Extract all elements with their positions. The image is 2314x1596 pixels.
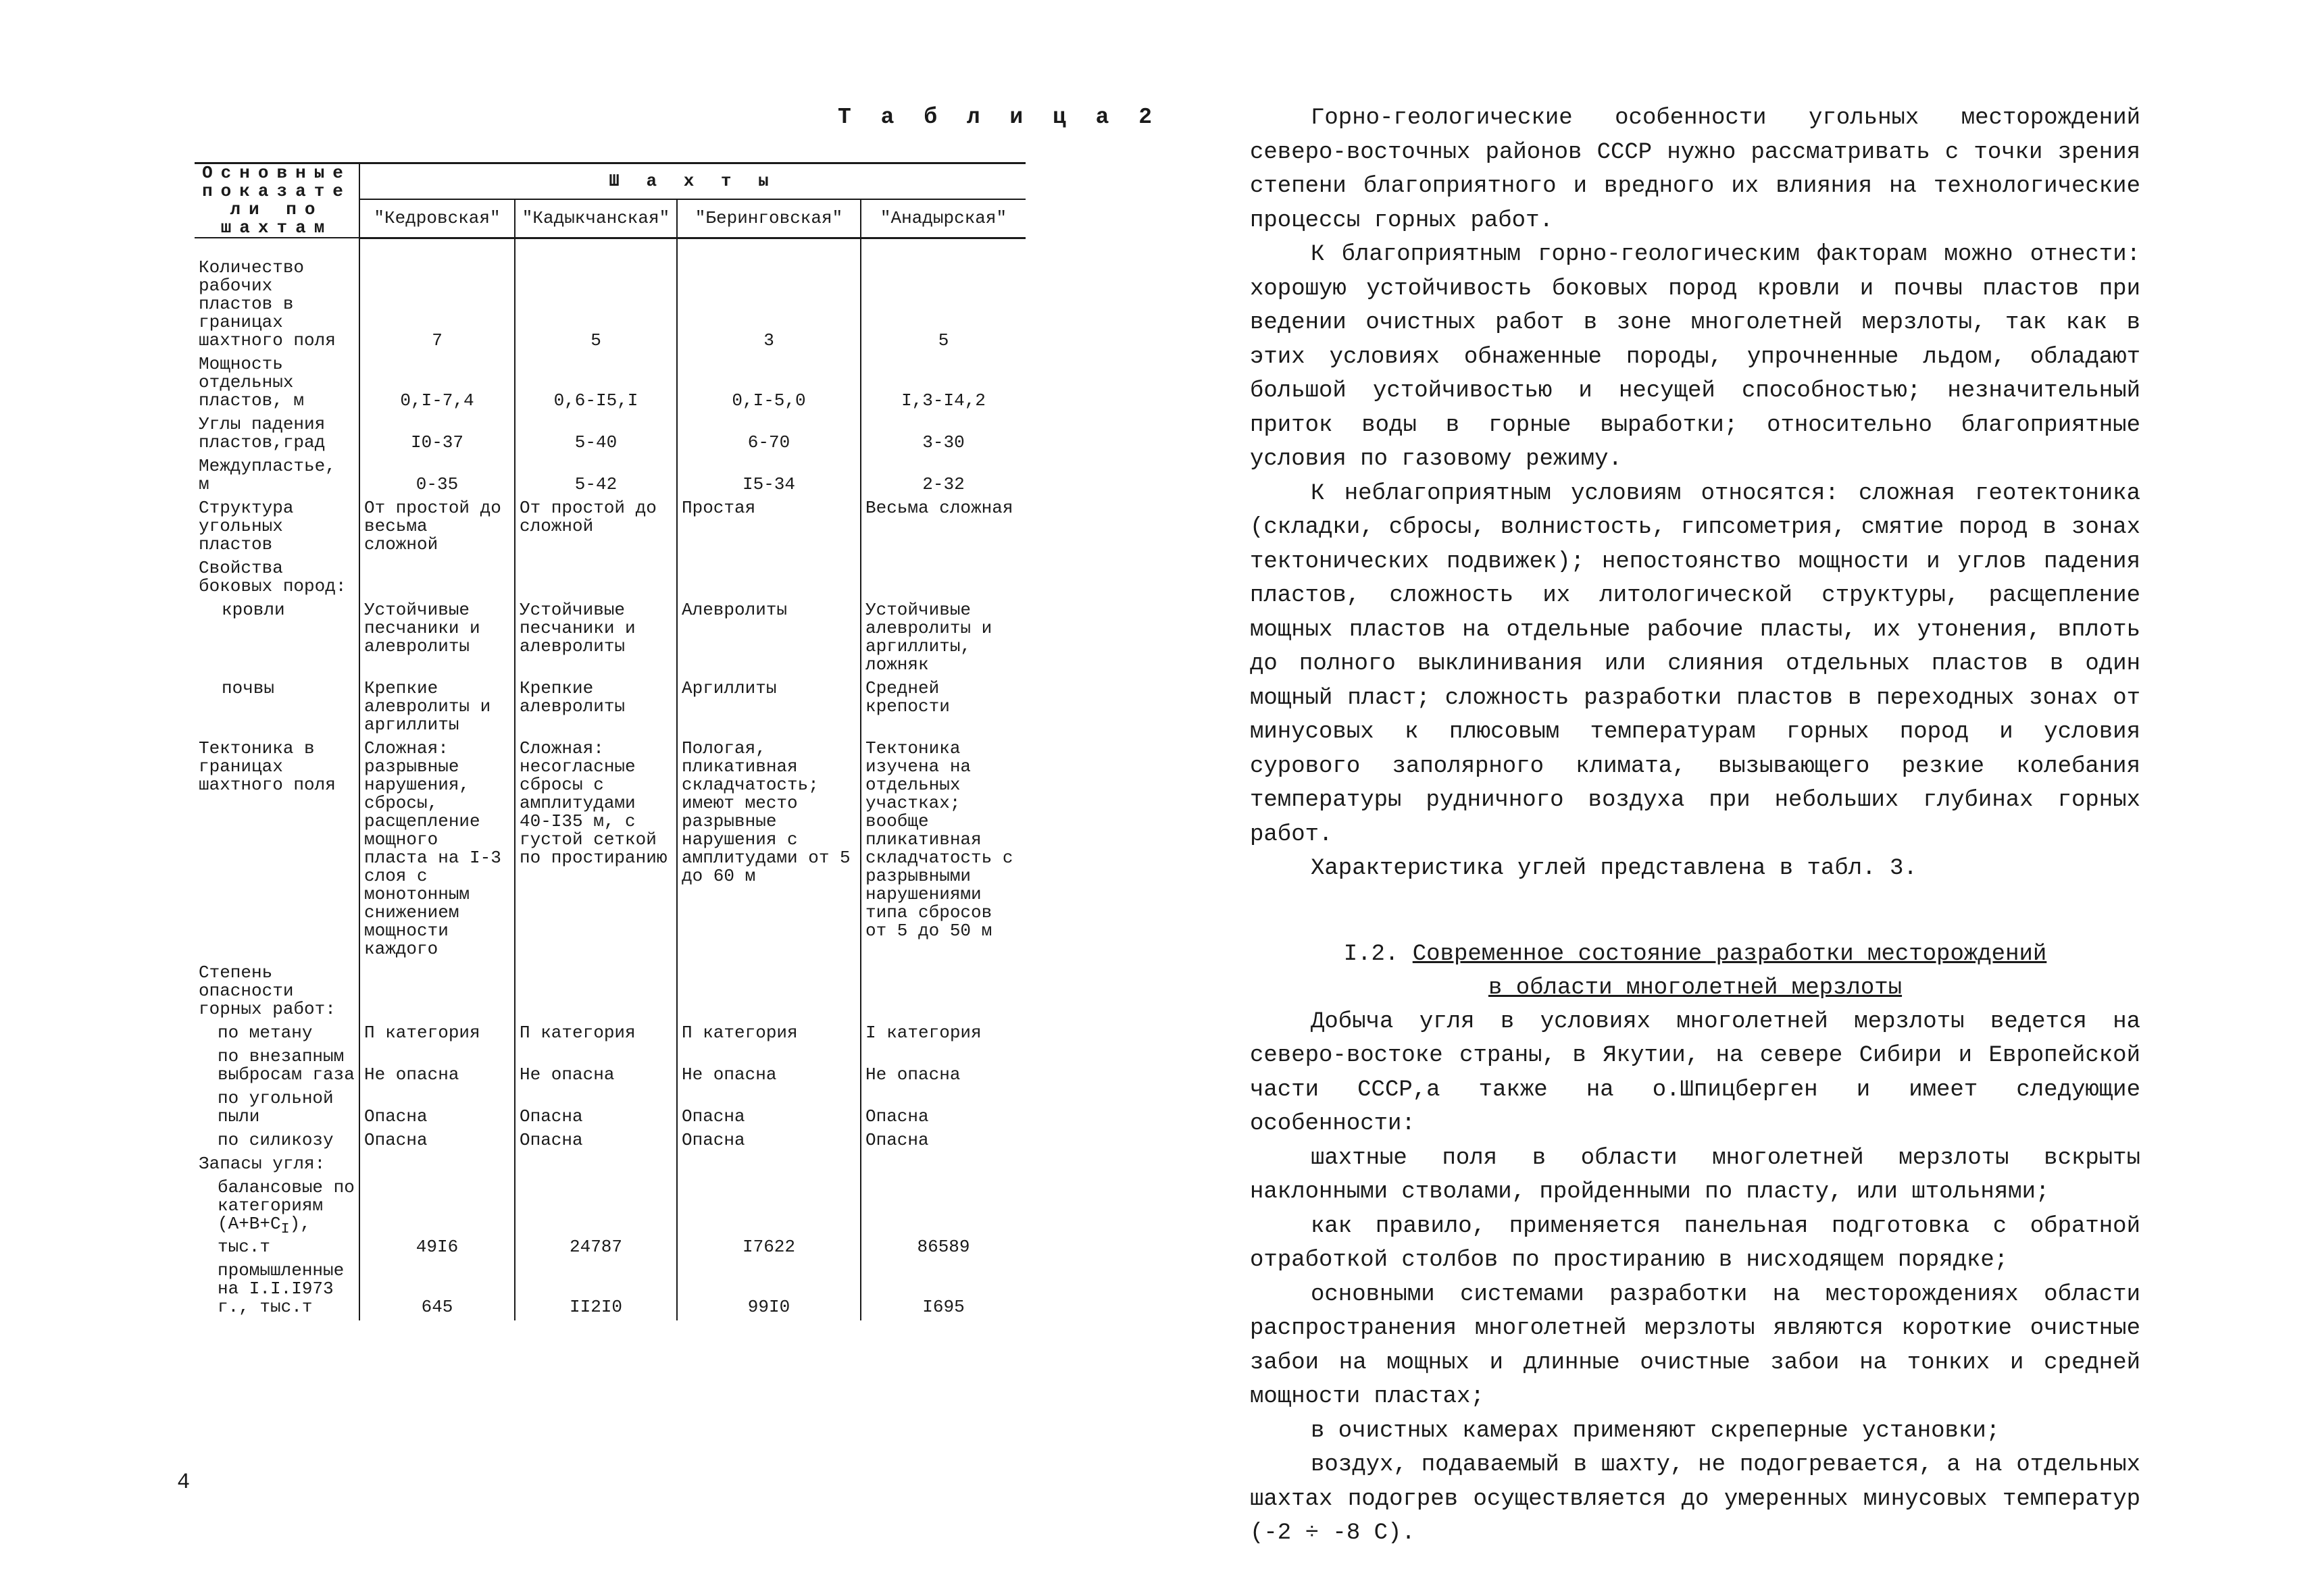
table-cell: Устойчивые алевролиты и аргиллиты, ложняк	[861, 600, 1026, 678]
mine-header-anadyrskaya: "Анадырская"	[861, 199, 1026, 238]
table-cell: Пологая, пликативная складчатость; имеют место разрывные нарушения с амплитудами от 5 до 60 м	[677, 738, 861, 962]
table-cell: Весьма сложная	[861, 498, 1026, 558]
row-label: по внезапным выбросам газа	[218, 1046, 355, 1085]
table-cell: I категория	[861, 1023, 1026, 1046]
paragraph: в очистных камерах применяют скреперные установки;	[1311, 1418, 2001, 1444]
table-row	[195, 1088, 1026, 1130]
table-cell: Опасна	[359, 1088, 515, 1130]
table-cell: 3	[677, 238, 861, 354]
table-cell: Не опасна	[515, 1046, 677, 1088]
table-row	[195, 1154, 1026, 1177]
row-label: Тектоника в границах шахтного поля	[199, 738, 336, 795]
paragraph: шахтные поля в области многолетней мерзлоты вскрыты наклонными стволами, пройденными по пласту, или штольнями;	[1250, 1145, 2140, 1205]
table-cell: 0,6-I5,I	[515, 354, 677, 414]
row-label: Мощность отдельных пластов, м	[199, 354, 305, 411]
table-cell: 3-30	[861, 414, 1026, 456]
table-cell: Опасна	[515, 1130, 677, 1154]
table-cell: Сложная: несогласные сбросы с амплитудами 40-I35 м, с густой сеткой по простиранию	[515, 738, 677, 962]
table-cell: П категория	[359, 1023, 515, 1046]
table-cell: От простой до весьма сложной	[359, 498, 515, 558]
table-row	[195, 1023, 1026, 1046]
mine-header-kedrovskaya: "Кедровская"	[359, 199, 515, 238]
row-label: Запасы угля:	[199, 1154, 326, 1174]
paragraph: основными системами разработки на месторождениях области распространения многолетней мерзлоты являются короткие очистные забои на мощных и длинные очистные забои на тонких и средней мощности пластах;	[1250, 1281, 2140, 1410]
paragraph: Добыча угля в условиях многолетней мерзлоты ведется на северо-востоке страны, в Якутии, на севере Сибири и Европейской части СССР,а также на о.Шпицберген и имеет следующие особенности:	[1250, 1008, 2140, 1137]
table-row	[195, 1177, 1026, 1260]
row-label: Количество рабочих пластов в границах шахтного поля	[199, 257, 336, 351]
table-row	[195, 558, 1026, 600]
table-cell: 99I0	[677, 1260, 861, 1320]
table-cell: Средней крепости	[861, 678, 1026, 738]
table-cell: 5	[515, 238, 677, 354]
row-label: Свойства боковых пород:	[199, 558, 347, 596]
section-title: Современное состояние разработки месторождений	[1412, 941, 2047, 967]
table-cell: 7	[359, 238, 515, 354]
mine-header-kadykchanskaya: "Кадыкчанская"	[515, 199, 677, 238]
table-cell: Крепкие алевролиты и аргиллиты	[359, 678, 515, 738]
table-cell: Опасна	[677, 1130, 861, 1154]
paragraph: Горно-геологические особенности угольных месторождений северо-восточных районов СССР нужно рассматривать с точки зрения степени благоприятного и вредного их влияния на технологические процессы горных работ.	[1250, 105, 2140, 234]
table-cell: П категория	[677, 1023, 861, 1046]
table-row	[195, 962, 1026, 1023]
row-label: Степень опасности горных работ:	[199, 962, 336, 1019]
mines-table	[195, 162, 1026, 1320]
table-cell: Сложная: разрывные нарушения, сбросы, расщепление мощного пласта на I-3 слоя с монотонным снижением мощности каждого	[359, 738, 515, 962]
table-row	[195, 456, 1026, 498]
table-row	[195, 678, 1026, 738]
table-cell: 49I6	[359, 1177, 515, 1260]
mine-header-beringovskaya: "Беринговская"	[677, 199, 861, 238]
table-caption: Т а б л и ц а 2	[838, 105, 1161, 130]
table-cell: Алевролиты	[677, 600, 861, 678]
row-label: Междупластье, м	[199, 456, 336, 494]
table-cell: Тектоника изучена на отдельных участках; вообще пликативная складчатость с разрывными нарушениями типа сбросов от 5 до 50 м	[861, 738, 1026, 962]
section-title-line2: в области многолетней мерзлоты	[1488, 975, 1903, 1001]
table-row	[195, 1046, 1026, 1088]
table-cell: I,3-I4,2	[861, 354, 1026, 414]
table-row	[195, 498, 1026, 558]
table-cell: От простой до сложной	[515, 498, 677, 558]
table-cell: Не опасна	[677, 1046, 861, 1088]
table-cell: II2I0	[515, 1260, 677, 1320]
row-label: почвы	[222, 678, 275, 698]
paragraph: К благоприятным горно-геологическим факторам можно отнести: хорошую устойчивость боковых пород кровли и почвы пластов при ведении очистных работ в зоне многолетней мерзлоты, так как в этих условиях обнаженные породы, упрочненные льдом, обладают большой устойчивостью и несущей способностью; незначительный приток воды в горные выработки; относительно благоприятные условия по газовому режиму.	[1250, 242, 2140, 472]
row-label: кровли	[222, 600, 285, 620]
table-cell: 24787	[515, 1177, 677, 1260]
table-cell: 5-40	[515, 414, 677, 456]
table-cell: Устойчивые песчаники и алевролиты	[515, 600, 677, 678]
table-cell: П категория	[515, 1023, 677, 1046]
table-cell: 86589	[861, 1177, 1026, 1260]
table-cell: I5-34	[677, 456, 861, 498]
table-cell: Крепкие алевролиты	[515, 678, 677, 738]
table-cell: Простая	[677, 498, 861, 558]
table-cell: I0-37	[359, 414, 515, 456]
table-row	[195, 1130, 1026, 1154]
table-cell: Опасна	[861, 1130, 1026, 1154]
table-row	[195, 354, 1026, 414]
table-row	[195, 238, 1026, 354]
table-cell: Не опасна	[861, 1046, 1026, 1088]
paragraph: воздух, подаваемый в шахту, не подогревается, а на отдельных шахтах подогрев осуществляется до умеренных минусовых температур (-2 ÷ -8 С).	[1250, 1452, 2140, 1546]
table-cell: 0,I-7,4	[359, 354, 515, 414]
table-row	[195, 600, 1026, 678]
param-column-header: Основные показатели по шахтам	[195, 163, 359, 238]
row-label: по угольной пыли	[218, 1088, 334, 1127]
table-cell: 0,I-5,0	[677, 354, 861, 414]
row-label: по силикозу	[218, 1130, 334, 1150]
table-cell: I695	[861, 1260, 1026, 1320]
mines-group-header: Ш а х т ы	[359, 163, 1026, 199]
table-cell: 2-32	[861, 456, 1026, 498]
row-label: промышленные на I.I.I973 г., тыс.т	[218, 1260, 345, 1318]
row-label: по метану	[218, 1023, 313, 1043]
table-row	[195, 1260, 1026, 1320]
row-label: балансовые по категориям $(А+В+С_I)$, тыс.т	[218, 1177, 355, 1258]
table-cell: 5	[861, 238, 1026, 354]
row-label: Углы падения пластов,град	[199, 414, 326, 453]
row-label: Структура угольных пластов	[199, 498, 294, 555]
table-cell: Опасна	[359, 1130, 515, 1154]
table-cell: 6-70	[677, 414, 861, 456]
table-cell: 645	[359, 1260, 515, 1320]
table-cell: Не опасна	[359, 1046, 515, 1088]
table-row	[195, 738, 1026, 962]
paragraph: как правило, применяется панельная подготовка с обратной отработкой столбов по простиранию в нисходящем порядке;	[1250, 1213, 2140, 1273]
table-cell: Опасна	[677, 1088, 861, 1130]
table-cell: Аргиллиты	[677, 678, 861, 738]
table-cell: Опасна	[515, 1088, 677, 1130]
paragraph: К неблагоприятным условиям относятся: сложная геотектоника (складки, сбросы, волнистость, гипсометрия, смятие пород в зонах тектонических подвижек); непостоянство мощности и углов падения пластов, сложность их литологической структуры, расщепление мощных пластов на отдельные рабочие пласты, их утонения, вплоть до полного выклинивания или слияния отдельных пластов в один мощный пласт; сложность разработки пластов в переходных зонах от минусовых к плюсовым температурам горных пород и условия сурового заполярного климата, вызывающего резкие колебания температуры рудничного воздуха при небольших глубинах горных работ.	[1250, 480, 2140, 848]
table-row	[195, 414, 1026, 456]
paragraph: Характеристика углей представлена в табл. 3.	[1311, 856, 1917, 881]
section-number: I.2.	[1343, 941, 1399, 967]
section-heading	[1250, 937, 2140, 1005]
table-cell: Опасна	[861, 1088, 1026, 1130]
table-cell: I7622	[677, 1177, 861, 1260]
table-cell: Устойчивые песчаники и алевролиты	[359, 600, 515, 678]
table-cell: 0-35	[359, 456, 515, 498]
right-page-text	[1250, 101, 2140, 1551]
table-cell: 5-42	[515, 456, 677, 498]
page-number: 4	[177, 1470, 191, 1495]
